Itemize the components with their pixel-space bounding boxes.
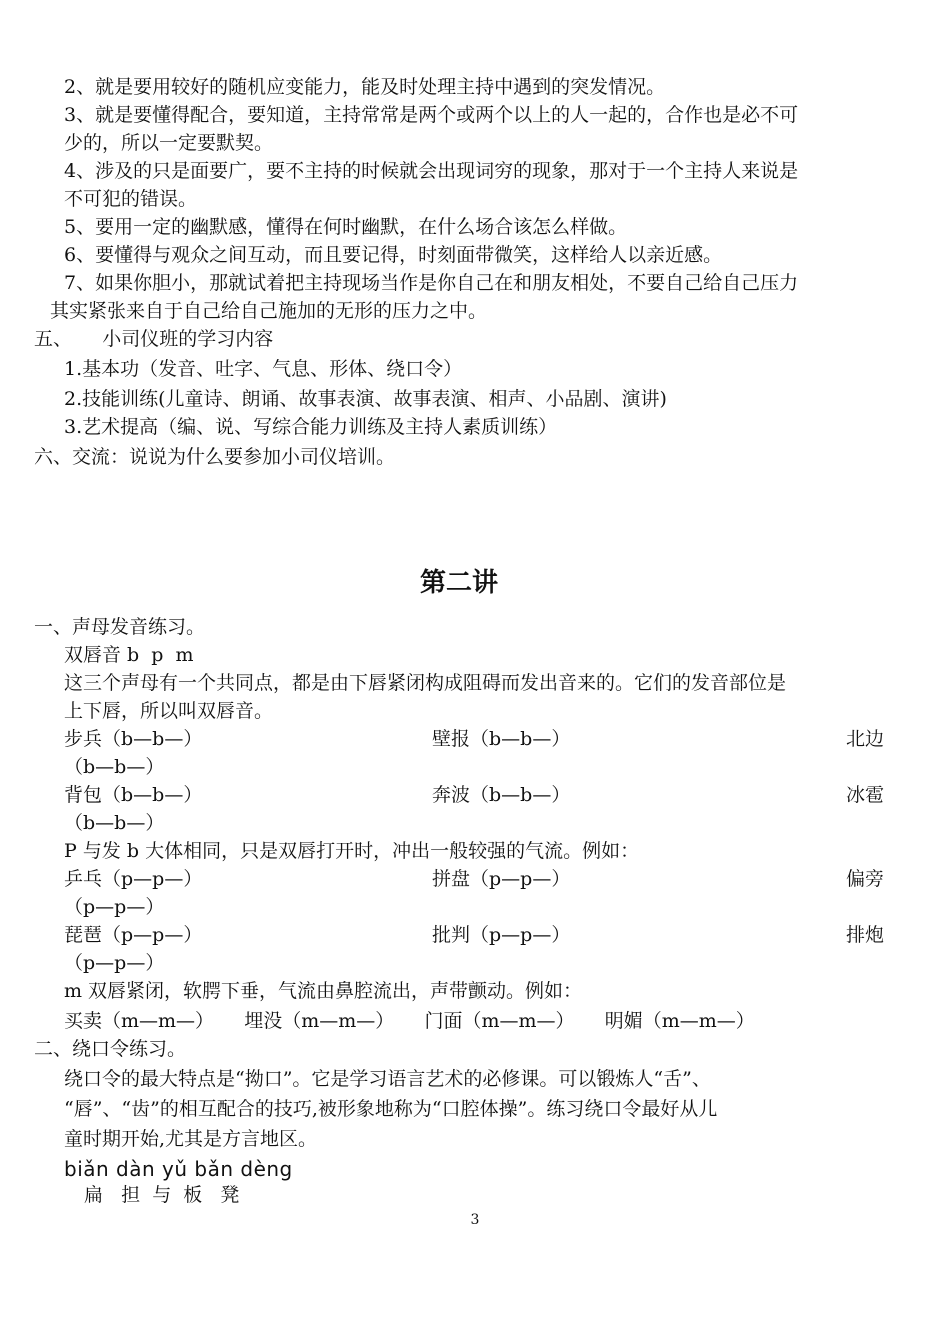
part2-heading: 二、绕口令练习。 [34,1038,187,1060]
p-word: 排炮 [845,924,884,946]
p-word: 批判（p—p—） [432,924,571,946]
part2-desc: 童时期开始,尤其是方言地区。 [64,1128,318,1150]
section4-item: 少的，所以一定要默契。 [64,132,274,154]
section5-heading: 五、 小司仪班的学习内容 [34,328,274,350]
section4-item: 不可犯的错误。 [64,188,198,210]
page-number: 3 [470,1212,480,1228]
p-word: 拼盘（p—p—） [432,868,571,890]
section4-item: 5、要用一定的幽默感，懂得在何时幽默，在什么场合该怎么样做。 [64,216,628,238]
section4-item: 2、就是要用较好的随机应变能力，能及时处理主持中遇到的突发情况。 [64,76,666,98]
part1-subheading: 双唇音 b p m [64,644,194,666]
b-word: 冰雹 [845,784,884,806]
p-word: 琵琶（p—p—） [64,924,203,946]
m-words: 买卖（m—m—） 埋没（m—m—） 门面（m—m—） 明媚（m—m—） [64,1010,755,1032]
section5-item: 1.基本功（发音、吐字、气息、形体、绕口令） [64,358,463,380]
section4-item: 其实紧张来自于自己给自己施加的无形的压力之中。 [50,300,488,322]
b-word: 壁报（b—b—） [432,728,571,750]
b-word: 背包（b—b—） [64,784,203,806]
section5-item: 3.艺术提高（编、说、写综合能力训练及主持人素质训练） [64,416,558,438]
b-word: 步兵（b—b—） [64,728,203,750]
part2-desc: 绕口令的最大特点是“拗口”。它是学习语言艺术的必修课。可以锻炼人“舌”、 [64,1068,711,1090]
part2-desc: “唇”、“齿”的相互配合的技巧,被形象地称为“口腔体操”。练习绕口令最好从儿 [64,1098,718,1120]
b-word: 奔波（b—b—） [432,784,571,806]
section4-item: 3、就是要懂得配合，要知道，主持常常是两个或两个以上的人一起的，合作也是必不可 [64,104,799,126]
p-word: 偏旁 [845,868,884,890]
p-desc: P 与发 b 大体相同，只是双唇打开时，冲出一般较强的气流。例如： [64,840,640,862]
p-word-tail: （p—p—） [64,896,165,918]
b-word-tail: （b—b—） [64,812,165,834]
lecture-title: 第二讲 [419,568,498,598]
tongue-twister-pinyin: biǎn dàn yǔ bǎn dèng [64,1157,293,1181]
section6-heading: 六、交流：说说为什么要参加小司仪培训。 [34,446,396,468]
b-word: 北边 [845,728,884,750]
b-word-tail: （b—b—） [64,756,165,778]
section5-item: 2.技能训练(儿童诗、朗诵、故事表演、故事表演、相声、小品剧、演讲) [64,388,667,410]
tongue-twister-hanzi: 扁 担 与 板 凳 [84,1184,240,1206]
p-word-tail: （p—p—） [64,952,165,974]
part1-desc: 上下唇，所以叫双唇音。 [64,700,274,722]
m-desc: m 双唇紧闭，软腭下垂，气流由鼻腔流出，声带颤动。例如： [64,980,583,1002]
part1-desc: 这三个声母有一个共同点，都是由下唇紧闭构成阻碍而发出音来的。它们的发音部位是 [64,672,787,694]
p-word: 乒乓（p—p—） [64,868,203,890]
part1-heading: 一、声母发音练习。 [34,616,206,638]
section4-item: 7、如果你胆小，那就试着把主持现场当作是你自己在和朋友相处，不要自己给自己压力 [64,272,799,294]
section4-item: 4、涉及的只是面要广，要不主持的时候就会出现词穷的现象，那对于一个主持人来说是 [64,160,799,182]
section4-item: 6、要懂得与观众之间互动，而且要记得，时刻面带微笑，这样给人以亲近感。 [64,244,723,266]
